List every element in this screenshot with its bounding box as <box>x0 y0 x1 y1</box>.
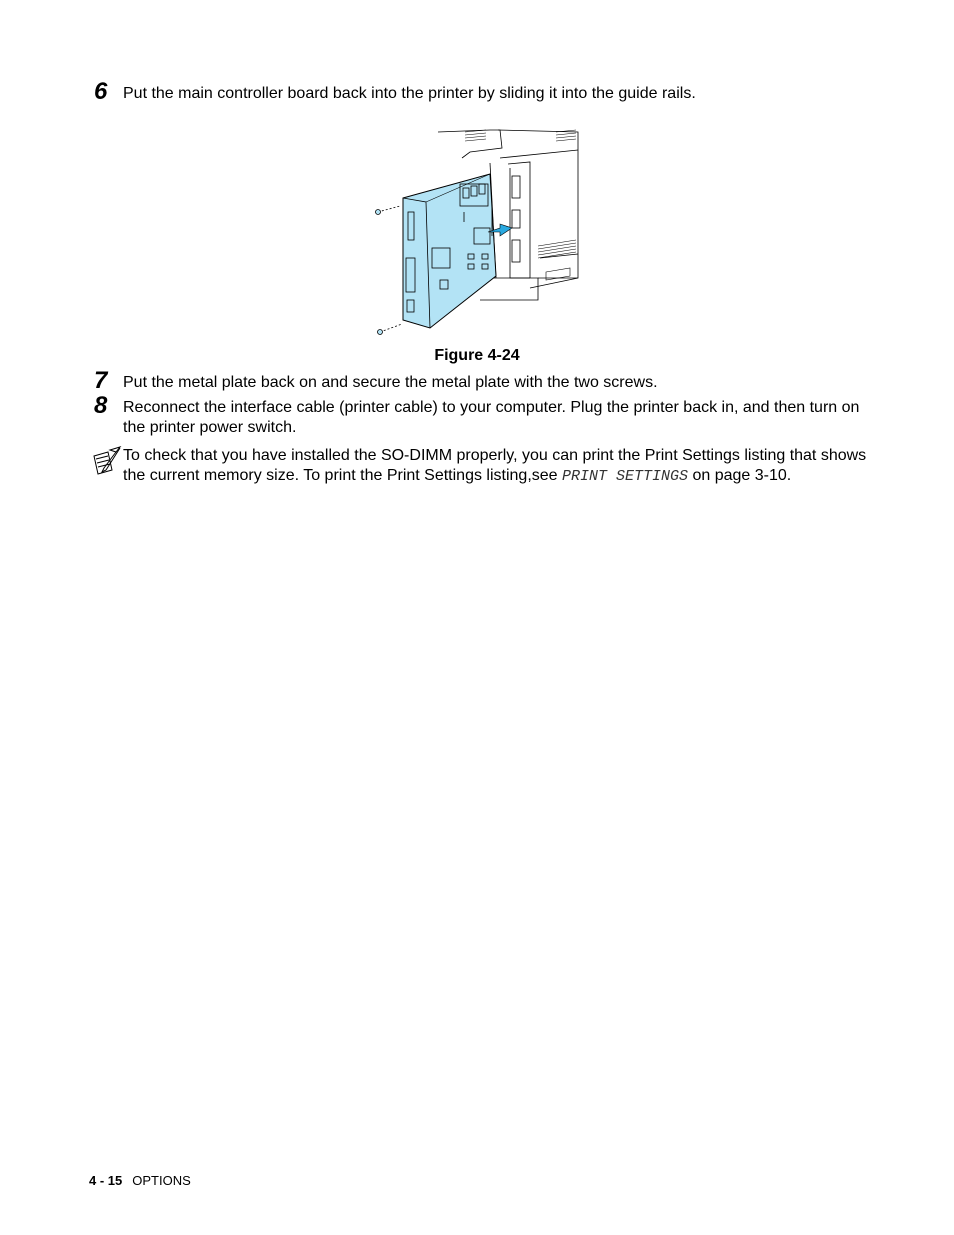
note-text <box>123 446 868 487</box>
note-text-before: To check that you have installed the SO-DIMM properly, you can print the Print Settings listing that shows the current memory size. To print the Print Settings listing,see <box>123 447 867 484</box>
note-text-after: on page 3-10. <box>688 467 792 484</box>
print-settings-ref: PRINT SETTINGS <box>562 468 689 485</box>
page-number: 4 - 15 <box>89 1173 123 1188</box>
step-number: 8 <box>94 392 108 419</box>
step-number: 7 <box>94 367 108 394</box>
step-text: Reconnect the interface cable (printer cable) to your computer. Plug the printer back in, and then turn on the printer power switch. <box>123 399 860 436</box>
step-text: Put the main controller board back into the printer by sliding it into the guide rails. <box>123 85 696 102</box>
controller-board-illustration <box>370 128 582 336</box>
page-footer <box>89 1173 191 1189</box>
step-number: 6 <box>94 78 108 105</box>
controller-board-figure <box>370 128 582 336</box>
note-pencil-icon <box>90 446 122 478</box>
figure-caption: Figure 4-24 <box>434 347 520 364</box>
step-text: Put the metal plate back on and secure the metal plate with the two screws. <box>123 374 658 391</box>
section-name: OPTIONS <box>132 1173 191 1188</box>
